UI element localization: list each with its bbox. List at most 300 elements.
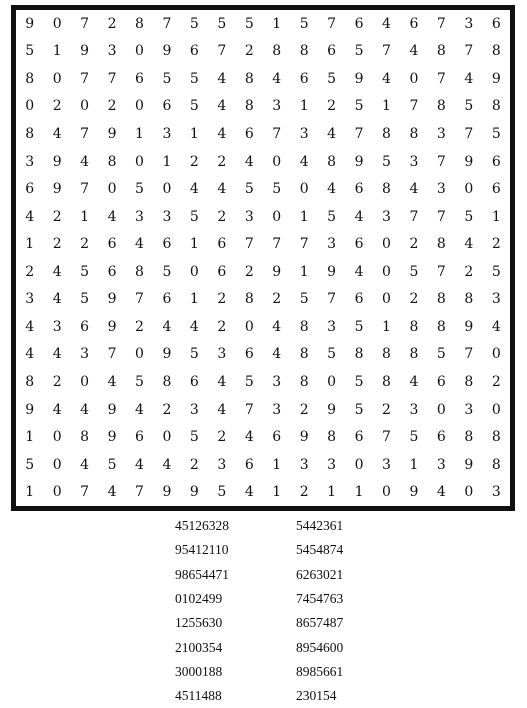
grid-cell[interactable]: 2 bbox=[217, 429, 227, 446]
grid-cell[interactable]: 4 bbox=[382, 15, 391, 32]
grid-cell[interactable]: 5 bbox=[25, 456, 35, 473]
grid-cell[interactable]: 4 bbox=[189, 318, 199, 335]
grid-cell[interactable]: 0 bbox=[491, 346, 501, 363]
grid-cell[interactable]: 9 bbox=[327, 263, 337, 280]
grid-cell[interactable]: 8 bbox=[354, 346, 364, 363]
grid-cell[interactable]: 9 bbox=[52, 153, 62, 170]
grid-cell[interactable]: 8 bbox=[135, 263, 144, 280]
grid-cell[interactable]: 8 bbox=[272, 43, 282, 60]
grid-cell[interactable]: 6 bbox=[354, 429, 364, 446]
grid-cell[interactable]: 0 bbox=[135, 98, 144, 115]
grid-cell[interactable]: 7 bbox=[80, 484, 90, 501]
grid-cell[interactable]: 8 bbox=[382, 181, 391, 198]
grid-cell[interactable]: 5 bbox=[135, 373, 144, 390]
grid-cell[interactable]: 2 bbox=[217, 318, 227, 335]
grid-cell[interactable]: 0 bbox=[80, 98, 90, 115]
grid-cell[interactable]: 0 bbox=[244, 318, 254, 335]
grid-cell[interactable]: 9 bbox=[299, 429, 309, 446]
grid-cell[interactable]: 1 bbox=[272, 456, 282, 473]
grid-cell[interactable]: 8 bbox=[464, 373, 474, 390]
grid-cell[interactable]: 5 bbox=[107, 456, 117, 473]
grid-cell[interactable]: 1 bbox=[189, 125, 199, 142]
grid-cell[interactable]: 1 bbox=[189, 291, 199, 308]
grid-cell[interactable]: 2 bbox=[217, 208, 227, 225]
grid-cell[interactable]: 3 bbox=[80, 346, 90, 363]
grid-cell[interactable]: 0 bbox=[272, 208, 282, 225]
grid-cell[interactable]: 5 bbox=[162, 70, 172, 87]
grid-cell[interactable]: 8 bbox=[244, 98, 254, 115]
grid-cell[interactable]: 8 bbox=[162, 373, 172, 390]
grid-cell[interactable]: 8 bbox=[299, 318, 309, 335]
grid-cell[interactable]: 1 bbox=[135, 125, 144, 142]
grid-cell[interactable]: 0 bbox=[464, 484, 474, 501]
grid-cell[interactable]: 2 bbox=[189, 153, 199, 170]
grid-cell[interactable]: 2 bbox=[189, 456, 199, 473]
grid-cell[interactable]: 6 bbox=[409, 15, 419, 32]
grid-cell[interactable]: 9 bbox=[354, 153, 364, 170]
grid-cell[interactable]: 4 bbox=[409, 373, 419, 390]
grid-cell[interactable]: 8 bbox=[464, 291, 474, 308]
grid-cell[interactable]: 4 bbox=[272, 318, 282, 335]
grid-cell[interactable]: 6 bbox=[189, 373, 199, 390]
grid-cell[interactable]: 2 bbox=[409, 236, 419, 253]
grid-cell[interactable]: 2 bbox=[327, 98, 337, 115]
grid-cell[interactable]: 0 bbox=[162, 429, 172, 446]
grid-cell[interactable]: 4 bbox=[382, 70, 391, 87]
grid-cell[interactable]: 3 bbox=[327, 318, 337, 335]
grid-cell[interactable]: 6 bbox=[217, 236, 227, 253]
grid-cell[interactable]: 9 bbox=[162, 346, 172, 363]
grid-cell[interactable]: 9 bbox=[354, 70, 364, 87]
grid-cell[interactable]: 5 bbox=[189, 15, 199, 32]
grid-cell[interactable]: 5 bbox=[354, 318, 364, 335]
grid-cell[interactable]: 2 bbox=[299, 484, 309, 501]
grid-cell[interactable]: 6 bbox=[135, 429, 144, 446]
grid-cell[interactable]: 6 bbox=[354, 291, 364, 308]
grid-cell[interactable]: 7 bbox=[382, 429, 391, 446]
grid-cell[interactable]: 1 bbox=[382, 98, 391, 115]
grid-cell[interactable]: 2 bbox=[491, 373, 501, 390]
grid-cell[interactable]: 3 bbox=[272, 401, 282, 418]
grid-cell[interactable]: 8 bbox=[491, 98, 501, 115]
grid-cell[interactable]: 7 bbox=[244, 401, 254, 418]
grid-cell[interactable]: 0 bbox=[52, 15, 62, 32]
grid-cell[interactable]: 3 bbox=[135, 208, 144, 225]
grid-cell[interactable]: 1 bbox=[272, 15, 282, 32]
grid-cell[interactable]: 8 bbox=[327, 153, 337, 170]
grid-cell[interactable]: 2 bbox=[217, 153, 227, 170]
grid-cell[interactable]: 3 bbox=[25, 291, 35, 308]
grid-cell[interactable]: 1 bbox=[409, 456, 419, 473]
grid-cell[interactable]: 8 bbox=[244, 291, 254, 308]
grid-cell[interactable]: 4 bbox=[464, 236, 474, 253]
grid-cell[interactable]: 1 bbox=[299, 208, 309, 225]
grid-cell[interactable]: 8 bbox=[135, 15, 144, 32]
grid-cell[interactable]: 6 bbox=[244, 456, 254, 473]
grid-cell[interactable]: 3 bbox=[382, 208, 391, 225]
grid-cell[interactable]: 0 bbox=[382, 484, 391, 501]
grid-cell[interactable]: 7 bbox=[80, 70, 90, 87]
grid-cell[interactable]: 2 bbox=[217, 291, 227, 308]
grid-cell[interactable]: 2 bbox=[244, 43, 254, 60]
grid-cell[interactable]: 3 bbox=[162, 125, 172, 142]
grid-cell[interactable]: 8 bbox=[299, 373, 309, 390]
grid-cell[interactable]: 8 bbox=[491, 456, 501, 473]
grid-cell[interactable]: 5 bbox=[244, 373, 254, 390]
grid-cell[interactable]: 4 bbox=[52, 291, 62, 308]
grid-cell[interactable]: 4 bbox=[244, 429, 254, 446]
grid-cell[interactable]: 4 bbox=[25, 318, 35, 335]
grid-cell[interactable]: 2 bbox=[382, 401, 391, 418]
grid-cell[interactable]: 0 bbox=[436, 401, 446, 418]
grid-cell[interactable]: 2 bbox=[162, 401, 172, 418]
grid-cell[interactable]: 6 bbox=[491, 181, 501, 198]
grid-cell[interactable]: 9 bbox=[107, 318, 117, 335]
grid-cell[interactable]: 0 bbox=[382, 291, 391, 308]
grid-cell[interactable]: 5 bbox=[436, 346, 446, 363]
grid-cell[interactable]: 8 bbox=[80, 429, 90, 446]
grid-cell[interactable]: 8 bbox=[464, 429, 474, 446]
grid-cell[interactable]: 7 bbox=[436, 263, 446, 280]
grid-cell[interactable]: 9 bbox=[189, 484, 199, 501]
grid-cell[interactable]: 1 bbox=[189, 236, 199, 253]
grid-cell[interactable]: 4 bbox=[80, 401, 90, 418]
grid-cell[interactable]: 3 bbox=[217, 456, 227, 473]
grid-cell[interactable]: 6 bbox=[80, 318, 90, 335]
grid-cell[interactable]: 6 bbox=[327, 43, 337, 60]
grid-cell[interactable]: 4 bbox=[299, 153, 309, 170]
grid-cell[interactable]: 7 bbox=[382, 43, 391, 60]
grid-cell[interactable]: 6 bbox=[244, 346, 254, 363]
grid-cell[interactable]: 6 bbox=[162, 291, 172, 308]
grid-cell[interactable]: 4 bbox=[162, 318, 172, 335]
grid-cell[interactable]: 1 bbox=[491, 208, 501, 225]
grid-cell[interactable]: 5 bbox=[382, 153, 391, 170]
grid-cell[interactable]: 1 bbox=[52, 43, 62, 60]
grid-cell[interactable]: 3 bbox=[162, 208, 172, 225]
grid-cell[interactable]: 3 bbox=[382, 456, 391, 473]
grid-cell[interactable]: 3 bbox=[327, 456, 337, 473]
grid-cell[interactable]: 9 bbox=[80, 43, 90, 60]
grid-cell[interactable]: 5 bbox=[409, 263, 419, 280]
grid-cell[interactable]: 4 bbox=[409, 43, 419, 60]
grid-cell[interactable]: 9 bbox=[107, 429, 117, 446]
grid-cell[interactable]: 8 bbox=[382, 373, 391, 390]
grid-cell[interactable]: 9 bbox=[327, 401, 337, 418]
grid-cell[interactable]: 2 bbox=[52, 98, 62, 115]
grid-cell[interactable]: 5 bbox=[162, 263, 172, 280]
grid-cell[interactable]: 4 bbox=[217, 70, 227, 87]
grid-cell[interactable]: 4 bbox=[80, 456, 90, 473]
grid-cell[interactable]: 5 bbox=[189, 346, 199, 363]
grid-cell[interactable]: 8 bbox=[409, 346, 419, 363]
grid-cell[interactable]: 9 bbox=[162, 484, 172, 501]
grid-cell[interactable]: 4 bbox=[52, 346, 62, 363]
grid-cell[interactable]: 5 bbox=[464, 98, 474, 115]
grid-cell[interactable]: 5 bbox=[135, 181, 144, 198]
grid-cell[interactable]: 4 bbox=[217, 98, 227, 115]
grid-cell[interactable]: 6 bbox=[272, 429, 282, 446]
grid-cell[interactable]: 0 bbox=[135, 153, 144, 170]
grid-cell[interactable]: 5 bbox=[491, 125, 501, 142]
grid-cell[interactable]: 6 bbox=[135, 70, 144, 87]
grid-cell[interactable]: 4 bbox=[52, 401, 62, 418]
grid-cell[interactable]: 9 bbox=[162, 43, 172, 60]
grid-cell[interactable]: 3 bbox=[491, 484, 501, 501]
grid-cell[interactable]: 8 bbox=[382, 346, 391, 363]
grid-cell[interactable]: 3 bbox=[436, 125, 446, 142]
grid-cell[interactable]: 7 bbox=[464, 346, 474, 363]
grid-cell[interactable]: 4 bbox=[217, 125, 227, 142]
grid-cell[interactable]: 8 bbox=[25, 373, 35, 390]
grid-cell[interactable]: 3 bbox=[464, 401, 474, 418]
grid-cell[interactable]: 9 bbox=[409, 484, 419, 501]
grid-cell[interactable]: 4 bbox=[464, 70, 474, 87]
grid-cell[interactable]: 4 bbox=[272, 346, 282, 363]
grid-cell[interactable]: 3 bbox=[272, 373, 282, 390]
grid-cell[interactable]: 4 bbox=[52, 263, 62, 280]
grid-cell[interactable]: 0 bbox=[80, 373, 90, 390]
grid-cell[interactable]: 9 bbox=[107, 291, 117, 308]
grid-cell[interactable]: 0 bbox=[162, 181, 172, 198]
grid-cell[interactable]: 8 bbox=[491, 429, 501, 446]
grid-cell[interactable]: 4 bbox=[354, 208, 364, 225]
grid-cell[interactable]: 2 bbox=[52, 208, 62, 225]
grid-cell[interactable]: 5 bbox=[327, 346, 337, 363]
grid-cell[interactable]: 9 bbox=[107, 125, 117, 142]
grid-cell[interactable]: 7 bbox=[354, 125, 364, 142]
grid-cell[interactable]: 4 bbox=[107, 208, 117, 225]
grid-cell[interactable]: 4 bbox=[25, 346, 35, 363]
grid-cell[interactable]: 0 bbox=[491, 401, 501, 418]
grid-cell[interactable]: 7 bbox=[409, 98, 419, 115]
grid-cell[interactable]: 0 bbox=[382, 263, 391, 280]
grid-cell[interactable]: 3 bbox=[217, 346, 227, 363]
grid-cell[interactable]: 6 bbox=[217, 263, 227, 280]
grid-cell[interactable]: 4 bbox=[135, 236, 144, 253]
grid-cell[interactable]: 5 bbox=[189, 429, 199, 446]
grid-cell[interactable]: 4 bbox=[244, 484, 254, 501]
grid-cell[interactable]: 6 bbox=[162, 98, 172, 115]
grid-cell[interactable]: 0 bbox=[52, 484, 62, 501]
grid-cell[interactable]: 4 bbox=[217, 373, 227, 390]
grid-cell[interactable]: 8 bbox=[25, 70, 35, 87]
grid-cell[interactable]: 2 bbox=[491, 236, 501, 253]
grid-cell[interactable]: 8 bbox=[244, 70, 254, 87]
grid-cell[interactable]: 7 bbox=[436, 70, 446, 87]
grid-cell[interactable]: 0 bbox=[107, 181, 117, 198]
grid-cell[interactable]: 9 bbox=[491, 70, 501, 87]
grid-cell[interactable]: 6 bbox=[436, 373, 446, 390]
grid-cell[interactable]: 4 bbox=[491, 318, 501, 335]
grid-cell[interactable]: 4 bbox=[107, 484, 117, 501]
grid-cell[interactable]: 0 bbox=[272, 153, 282, 170]
grid-cell[interactable]: 5 bbox=[409, 429, 419, 446]
grid-cell[interactable]: 8 bbox=[436, 291, 446, 308]
grid-cell[interactable]: 0 bbox=[464, 181, 474, 198]
grid-cell[interactable]: 9 bbox=[52, 181, 62, 198]
grid-cell[interactable]: 7 bbox=[217, 43, 227, 60]
grid-cell[interactable]: 9 bbox=[25, 401, 35, 418]
grid-cell[interactable]: 8 bbox=[25, 125, 35, 142]
grid-cell[interactable]: 4 bbox=[80, 153, 90, 170]
grid-cell[interactable]: 8 bbox=[382, 125, 391, 142]
grid-cell[interactable]: 5 bbox=[354, 373, 364, 390]
grid-cell[interactable]: 4 bbox=[436, 484, 446, 501]
grid-cell[interactable]: 7 bbox=[436, 208, 446, 225]
grid-cell[interactable]: 6 bbox=[354, 181, 364, 198]
grid-cell[interactable]: 1 bbox=[162, 153, 172, 170]
grid-cell[interactable]: 0 bbox=[354, 456, 364, 473]
grid-cell[interactable]: 6 bbox=[107, 236, 117, 253]
grid-cell[interactable]: 4 bbox=[217, 401, 227, 418]
grid-cell[interactable]: 5 bbox=[80, 291, 90, 308]
grid-cell[interactable]: 7 bbox=[80, 125, 90, 142]
grid-cell[interactable]: 5 bbox=[491, 263, 501, 280]
grid-cell[interactable]: 9 bbox=[464, 318, 474, 335]
grid-cell[interactable]: 6 bbox=[436, 429, 446, 446]
grid-cell[interactable]: 5 bbox=[299, 15, 309, 32]
grid-cell[interactable]: 4 bbox=[409, 181, 419, 198]
grid-cell[interactable]: 5 bbox=[464, 208, 474, 225]
grid-cell[interactable]: 4 bbox=[107, 373, 117, 390]
grid-cell[interactable]: 7 bbox=[107, 346, 117, 363]
grid-cell[interactable]: 3 bbox=[244, 208, 254, 225]
grid-cell[interactable]: 8 bbox=[299, 43, 309, 60]
grid-cell[interactable]: 9 bbox=[107, 401, 117, 418]
grid-cell[interactable]: 6 bbox=[189, 43, 199, 60]
grid-cell[interactable]: 5 bbox=[189, 208, 199, 225]
grid-cell[interactable]: 6 bbox=[491, 153, 501, 170]
grid-cell[interactable]: 9 bbox=[25, 15, 35, 32]
grid-cell[interactable]: 3 bbox=[25, 153, 35, 170]
grid-cell[interactable]: 1 bbox=[354, 484, 364, 501]
grid-cell[interactable]: 2 bbox=[272, 291, 282, 308]
grid-cell[interactable]: 6 bbox=[491, 15, 501, 32]
grid-cell[interactable]: 7 bbox=[436, 15, 446, 32]
grid-cell[interactable]: 6 bbox=[354, 15, 364, 32]
grid-cell[interactable]: 8 bbox=[409, 125, 419, 142]
grid-cell[interactable]: 4 bbox=[272, 70, 282, 87]
grid-cell[interactable]: 0 bbox=[25, 98, 35, 115]
grid-cell[interactable]: 2 bbox=[25, 263, 35, 280]
grid-cell[interactable]: 1 bbox=[80, 208, 90, 225]
grid-cell[interactable]: 3 bbox=[464, 15, 474, 32]
grid-cell[interactable]: 3 bbox=[52, 318, 62, 335]
grid-cell[interactable]: 3 bbox=[327, 236, 337, 253]
grid-cell[interactable]: 7 bbox=[436, 153, 446, 170]
grid-cell[interactable]: 5 bbox=[354, 43, 364, 60]
grid-cell[interactable]: 8 bbox=[436, 98, 446, 115]
grid-cell[interactable]: 2 bbox=[244, 263, 254, 280]
grid-cell[interactable]: 7 bbox=[409, 208, 419, 225]
grid-cell[interactable]: 4 bbox=[189, 181, 199, 198]
grid-cell[interactable]: 3 bbox=[299, 456, 309, 473]
grid-cell[interactable]: 3 bbox=[189, 401, 199, 418]
grid-cell[interactable]: 4 bbox=[162, 456, 172, 473]
grid-cell[interactable]: 3 bbox=[409, 401, 419, 418]
grid-cell[interactable]: 5 bbox=[354, 401, 364, 418]
grid-cell[interactable]: 5 bbox=[272, 181, 282, 198]
grid-cell[interactable]: 4 bbox=[327, 181, 337, 198]
grid-cell[interactable]: 6 bbox=[107, 263, 117, 280]
grid-cell[interactable]: 3 bbox=[409, 153, 419, 170]
grid-cell[interactable]: 8 bbox=[107, 153, 117, 170]
grid-cell[interactable]: 2 bbox=[299, 401, 309, 418]
grid-cell[interactable]: 0 bbox=[52, 456, 62, 473]
grid-cell[interactable]: 0 bbox=[299, 181, 309, 198]
grid-cell[interactable]: 0 bbox=[189, 263, 199, 280]
grid-cell[interactable]: 0 bbox=[135, 346, 144, 363]
grid-cell[interactable]: 8 bbox=[436, 318, 446, 335]
grid-cell[interactable]: 8 bbox=[409, 318, 419, 335]
grid-cell[interactable]: 9 bbox=[464, 456, 474, 473]
grid-cell[interactable]: 8 bbox=[436, 43, 446, 60]
grid-cell[interactable]: 2 bbox=[409, 291, 419, 308]
grid-cell[interactable]: 6 bbox=[354, 236, 364, 253]
grid-cell[interactable]: 5 bbox=[217, 484, 227, 501]
grid-cell[interactable]: 8 bbox=[491, 43, 501, 60]
grid-cell[interactable]: 0 bbox=[409, 70, 419, 87]
grid-cell[interactable]: 5 bbox=[244, 181, 254, 198]
grid-cell[interactable]: 3 bbox=[436, 181, 446, 198]
grid-cell[interactable]: 3 bbox=[299, 125, 309, 142]
grid-cell[interactable]: 6 bbox=[299, 70, 309, 87]
grid-cell[interactable]: 4 bbox=[135, 456, 144, 473]
grid-cell[interactable]: 4 bbox=[25, 208, 35, 225]
grid-cell[interactable]: 7 bbox=[80, 181, 90, 198]
grid-cell[interactable]: 1 bbox=[327, 484, 337, 501]
grid-cell[interactable]: 5 bbox=[327, 70, 337, 87]
grid-cell[interactable]: 5 bbox=[354, 98, 364, 115]
grid-cell[interactable]: 2 bbox=[135, 318, 144, 335]
grid-cell[interactable]: 1 bbox=[299, 263, 309, 280]
grid-cell[interactable]: 7 bbox=[107, 70, 117, 87]
grid-cell[interactable]: 9 bbox=[464, 153, 474, 170]
grid-cell[interactable]: 1 bbox=[25, 484, 35, 501]
grid-cell[interactable]: 2 bbox=[80, 236, 90, 253]
grid-cell[interactable]: 2 bbox=[464, 263, 474, 280]
grid-cell[interactable]: 5 bbox=[189, 70, 199, 87]
grid-cell[interactable]: 5 bbox=[217, 15, 227, 32]
grid-cell[interactable]: 7 bbox=[464, 43, 474, 60]
grid-cell[interactable]: 2 bbox=[52, 373, 62, 390]
grid-cell[interactable]: 4 bbox=[327, 125, 337, 142]
grid-cell[interactable]: 7 bbox=[299, 236, 309, 253]
grid-cell[interactable]: 0 bbox=[135, 43, 144, 60]
grid-cell[interactable]: 5 bbox=[299, 291, 309, 308]
grid-cell[interactable]: 0 bbox=[52, 429, 62, 446]
grid-cell[interactable]: 7 bbox=[162, 15, 172, 32]
grid-cell[interactable]: 6 bbox=[244, 125, 254, 142]
grid-cell[interactable]: 3 bbox=[491, 291, 501, 308]
grid-cell[interactable]: 0 bbox=[382, 236, 391, 253]
grid-cell[interactable]: 4 bbox=[354, 263, 364, 280]
grid-cell[interactable]: 7 bbox=[327, 15, 337, 32]
grid-cell[interactable]: 7 bbox=[272, 125, 282, 142]
grid-cell[interactable]: 5 bbox=[189, 98, 199, 115]
grid-cell[interactable]: 3 bbox=[272, 98, 282, 115]
grid-cell[interactable]: 5 bbox=[244, 15, 254, 32]
grid-cell[interactable]: 1 bbox=[382, 318, 391, 335]
grid-cell[interactable]: 1 bbox=[272, 484, 282, 501]
grid-cell[interactable]: 0 bbox=[327, 373, 337, 390]
grid-cell[interactable]: 6 bbox=[25, 181, 35, 198]
grid-cell[interactable]: 7 bbox=[135, 291, 144, 308]
grid-cell[interactable]: 2 bbox=[107, 15, 117, 32]
grid-cell[interactable]: 8 bbox=[327, 429, 337, 446]
grid-cell[interactable]: 3 bbox=[107, 43, 117, 60]
